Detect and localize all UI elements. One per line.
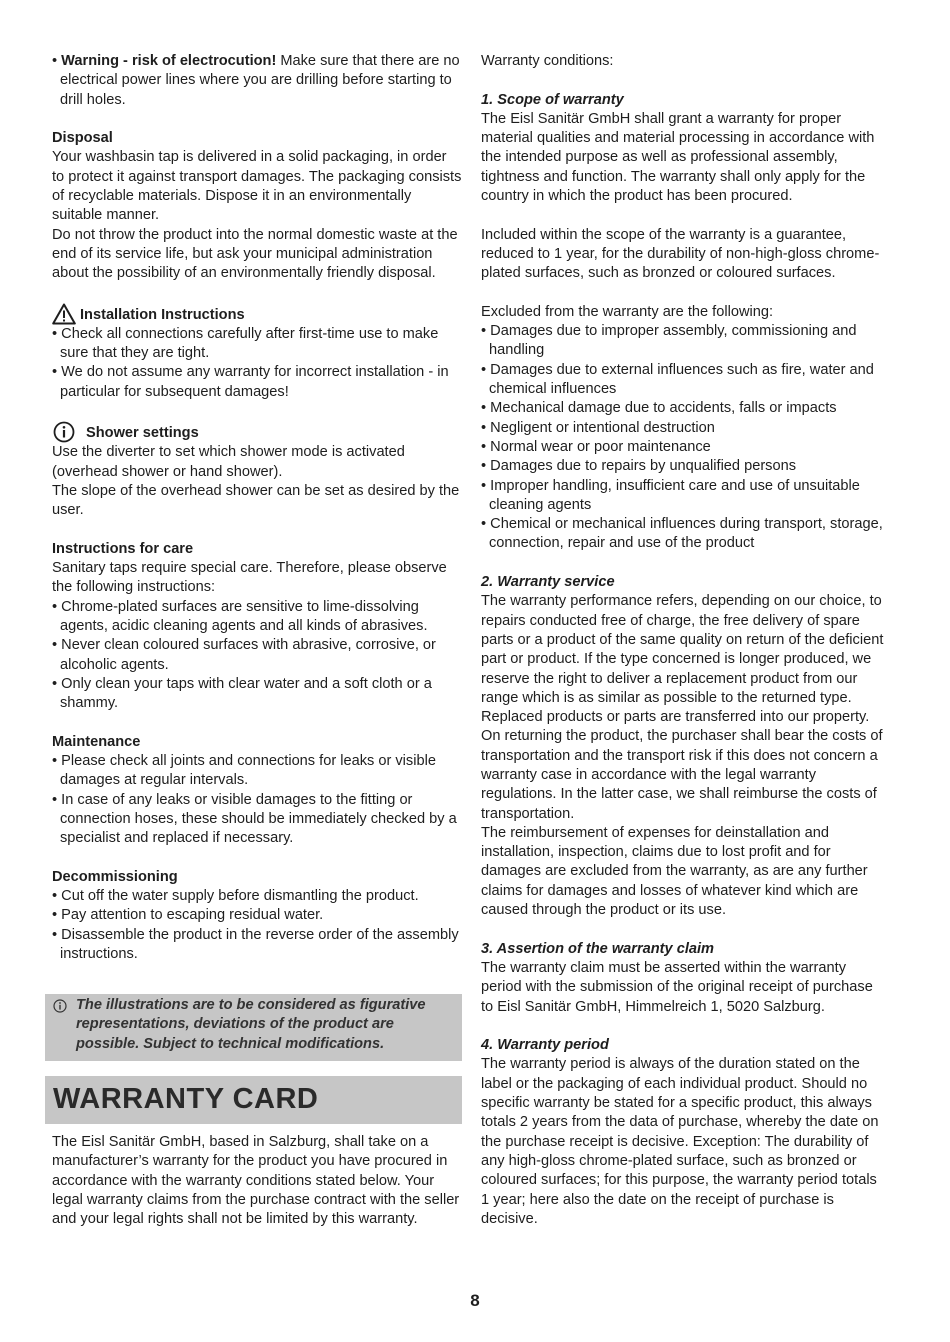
warranty-conditions-heading: Warranty conditions:: [481, 53, 614, 69]
list-item: • Check all connections carefully after first-time use to make sure that they are tight.: [52, 325, 462, 364]
installation-list: [52, 325, 462, 402]
disposal-paragraph-2: Do not throw the product into the normal domestic waste at the end of its service life, but ask your municipal administration about the possibility of an environmentally friendly disposal.: [52, 226, 458, 282]
list-item: • Improper handling, insufficient care and use of unsuitable cleaning agents: [481, 477, 889, 516]
electrocution-warning-list: [52, 52, 462, 110]
scope-heading: 1. Scope of warranty: [481, 91, 624, 108]
warning-triangle-icon: [52, 303, 76, 325]
scope-paragraph-1: The Eisl Sanitär GmbH shall grant a warranty for proper material qualities and material processing in accordance with the intended purpose as well as professional assembly, tightness and function. The warranty shall only apply for the country in which the product has been procured.: [481, 110, 875, 205]
list-item: • Damages due to improper assembly, commissioning and handling: [481, 322, 889, 361]
page-number: 8: [470, 1291, 480, 1310]
info-circle-icon: [53, 999, 67, 1013]
list-item: • Please check all joints and connections for leaks or visible damages at regular intervals.: [52, 752, 462, 791]
list-item: • Disassemble the product in the reverse order of the assembly instructions.: [52, 926, 462, 965]
warranty-card-text: The Eisl Sanitär GmbH, based in Salzburg, shall take on a manufacturer’s warranty for the product you have procured in accordance with the warranty conditions stated below. Your legal warranty claims from the purchase contract with the seller and your legal rights shall not be limited by this warranty.: [52, 1134, 460, 1228]
list-item: • Negligent or intentional destruction: [481, 419, 889, 438]
illustrations-note-box: [45, 994, 462, 1061]
list-item: • Never clean coloured surfaces with abrasive, corrosive, or alcoholic agents.: [52, 636, 462, 675]
scope-paragraph-2: Included within the scope of the warranty is a guarantee, reduced to 1 year, for the durability of non-high-gloss chrome-plated surfaces, such as bronzed or coloured surfaces.: [481, 226, 880, 282]
care-heading: Instructions for care: [52, 540, 194, 557]
care-list: [52, 598, 462, 714]
excluded-list: [481, 322, 889, 554]
decommissioning-heading: Decommissioning: [52, 868, 178, 885]
shower-paragraph-1: Use the diverter to set which shower mode is activated (overhead shower or hand shower).: [52, 444, 405, 480]
list-item: • Pay attention to escaping residual water.: [52, 906, 462, 925]
service-heading: 2. Warranty service: [481, 574, 615, 591]
shower-paragraph-2: The slope of the overhead shower can be set as desired by the user.: [52, 482, 460, 519]
list-item: • We do not assume any warranty for incorrect installation - in particular for subsequent damages!: [52, 363, 462, 402]
warranty-card-title: WARRANTY CARD: [53, 1083, 319, 1116]
period-heading: 4. Warranty period: [481, 1037, 609, 1054]
list-item: • Normal wear or poor maintenance: [481, 438, 889, 457]
maintenance-heading: Maintenance: [52, 733, 141, 750]
maintenance-list: [52, 752, 462, 848]
right-column: [481, 52, 889, 1229]
warranty-card-banner: [45, 1076, 462, 1124]
service-paragraph-1: The warranty performance refers, depending on our choice, to repairs conducted free of charge, the free delivery of spare parts or a product of the same quality on return of the deficient part or product. If the type concerned is longer produced, we reserve the right to deliver a replacement product from our range which is as similar as possible to the returned type.: [481, 593, 884, 706]
installation-heading: Installation Instructions: [52, 303, 462, 325]
excluded-intro: Excluded from the warranty are the following:: [481, 303, 774, 320]
decommissioning-list: [52, 887, 462, 964]
list-item: • Damages due to repairs by unqualified persons: [481, 457, 889, 476]
list-item: • Cut off the water supply before dismantling the product.: [52, 887, 462, 906]
disposal-heading: Disposal: [52, 130, 113, 147]
illustrations-note-text: The illustrations are to be considered as figurative representations, deviations of the product are possible. Subject to technical modifications.: [76, 997, 426, 1052]
disposal-paragraph-1: Your washbasin tap is delivered in a solid packaging, in order to protect it against transport damages. The packaging consists of recyclable materials. Dispose it in an environmentally suitable manner.: [52, 149, 462, 224]
period-paragraph: The warranty period is always of the duration stated on the label or the packaging of each individual product. Should no specific warranty be stated for a specific product, this always totals 2 years from the data of purchase, whereby the date on the purchase receipt is decisive. Exception: The durability of any high-gloss chrome-plated surface, such as bronzed or coloured surfaces; for this purpose, the warranty period totals 1 year; here also the date on the receipt of purchase is decisive.: [481, 1056, 879, 1227]
care-intro: Sanitary taps require special care. Therefore, please observe the following instructions:: [52, 560, 447, 596]
list-item: • Chrome-plated surfaces are sensitive to lime-dissolving agents, acidic cleaning agents and all kinds of abrasives.: [52, 598, 462, 637]
assertion-heading: 3. Assertion of the warranty claim: [481, 940, 715, 957]
left-column: [52, 52, 462, 964]
assertion-paragraph: The warranty claim must be asserted within the warranty period with the submission of the original receipt of purchase to Eisl Sanitär GmbH, Himmelreich 1, 5020 Salzburg.: [481, 959, 873, 1015]
list-item: • Chemical or mechanical influences during transport, storage, connection, repair and use of the product: [481, 515, 889, 554]
list-item: • Only clean your taps with clear water and a soft cloth or a shammy.: [52, 675, 462, 714]
service-paragraph-2: Replaced products or parts are transferred into our property. On returning the product, the purchaser shall bear the costs of transportation and the transport risk if this does not concern a warranty case in accordance with the legal warranty regulations. In the latter case, we shall reimburse the costs of transportation.: [481, 709, 883, 822]
list-item: • Damages due to external influences such as fire, water and chemical influences: [481, 361, 889, 400]
info-circle-icon: [52, 421, 76, 443]
shower-settings-heading: Shower settings: [52, 421, 462, 443]
electrocution-warning: • Warning - risk of electrocution! Make sure that there are no electrical power lines where you are drilling before starting to drill holes.: [52, 52, 462, 110]
list-item: • In case of any leaks or visible damages to the fitting or connection hoses, these should be immediately checked by a specialist and replaced if necessary.: [52, 791, 462, 849]
list-item: • Mechanical damage due to accidents, falls or impacts: [481, 399, 889, 418]
service-paragraph-3: The reimbursement of expenses for deinstallation and installation, inspection, claims due to lost profit and for damages are excluded from the warranty, as are any further claims for damages and losses of whatever kind which are caused through the product or its use.: [481, 824, 868, 919]
